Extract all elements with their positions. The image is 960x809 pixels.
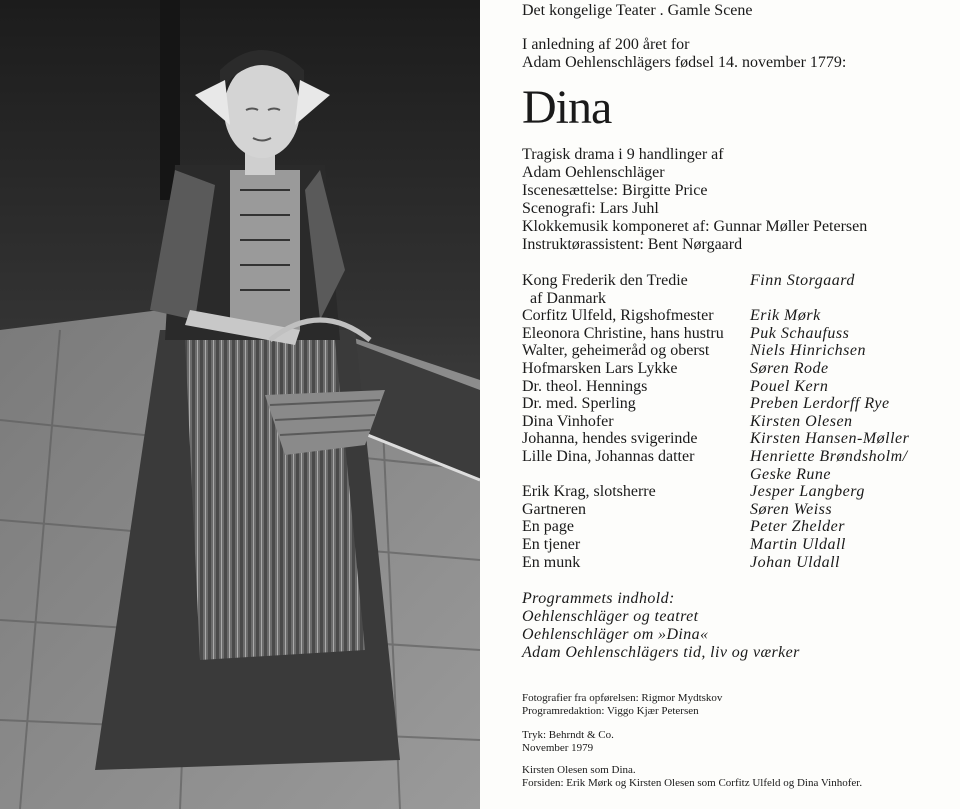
cast-role: En page <box>522 518 574 536</box>
cast-row <box>522 466 952 484</box>
cast-role: Hofmarsken Lars Lykke <box>522 359 678 377</box>
cast-role: Kong Frederik den Tredie <box>522 272 688 289</box>
editor-credit: Programredaktion: Viggo Kjær Petersen <box>522 704 699 717</box>
cast-row <box>522 554 952 572</box>
cast-actor: Johan Uldall <box>750 553 840 571</box>
cast-role: En munk <box>522 553 581 571</box>
cast-row <box>522 290 952 308</box>
caption-cover: Forsiden: Erik Mørk og Kirsten Olesen som Corfitz Ulfeld og Dina Vinhofer. <box>522 776 863 789</box>
cast-role: af Danmark <box>522 289 606 307</box>
cast-row <box>522 501 952 519</box>
credit-line: Tragisk drama i 9 handlinger af <box>522 146 724 163</box>
production-credits <box>522 146 867 254</box>
cast-actor: Søren Weiss <box>750 500 833 518</box>
cast-row <box>522 378 952 396</box>
programme-page <box>480 0 960 809</box>
cast-role: Dina Vinhofer <box>522 412 614 430</box>
cast-actor: Henriette Brøndsholm/ <box>750 447 908 465</box>
print-info <box>522 729 614 754</box>
cast-role: Dr. med. Sperling <box>522 395 636 413</box>
photo-credit: Fotografier fra opførelsen: Rigmor Mydtskov <box>522 692 723 704</box>
credit-line: Scenografi: Lars Juhl <box>522 200 659 217</box>
cast-list <box>522 272 952 571</box>
captions <box>522 764 862 789</box>
credit-line: Klokkemusik komponeret af: Gunnar Møller Petersen <box>522 218 868 235</box>
printer: Tryk: Behrndt & Co. <box>522 729 614 741</box>
cast-row <box>522 342 952 360</box>
cast-row <box>522 483 952 501</box>
cast-actor: Pouel Kern <box>750 377 829 395</box>
print-date: November 1979 <box>522 741 594 754</box>
cast-role: Gartneren <box>522 500 586 518</box>
cast-actor: Erik Mørk <box>750 307 821 325</box>
cast-role: Erik Krag, slotsherre <box>522 483 656 501</box>
cast-row <box>522 430 952 448</box>
contents-item: Adam Oehlenschlägers tid, liv og værker <box>522 644 800 661</box>
cast-actor: Kirsten Olesen <box>750 412 853 430</box>
credit-line: Adam Oehlenschläger <box>522 164 665 181</box>
cast-role: Dr. theol. Hennings <box>522 377 648 395</box>
cast-row <box>522 413 952 431</box>
occasion-line-1: I anledning af 200 året for <box>522 36 690 53</box>
cast-row <box>522 325 952 343</box>
cast-row <box>522 448 952 466</box>
cast-actor: Finn Storgaard <box>750 272 855 289</box>
cast-role: Lille Dina, Johannas datter <box>522 447 695 465</box>
occasion-line-2: Adam Oehlenschlägers fødsel 14. november 1779: <box>522 54 847 71</box>
contents-item: Oehlenschläger om »Dina« <box>522 626 709 643</box>
cast-actor: Geske Rune <box>750 465 831 483</box>
cast-role: En tjener <box>522 535 581 553</box>
theatre-name: Det kongelige Teater . Gamle Scene <box>522 2 753 19</box>
cast-actor: Martin Uldall <box>750 535 846 553</box>
credit-line: Instruktørassistent: Bent Nørgaard <box>522 236 743 253</box>
cast-role: Johanna, hendes svigerinde <box>522 430 698 448</box>
cast-actor: Peter Zhelder <box>750 518 845 536</box>
cast-role: Corfitz Ulfeld, Rigshofmester <box>522 307 714 325</box>
contents-item: Oehlenschläger og teatret <box>522 608 699 625</box>
caption-photo: Kirsten Olesen som Dina. <box>522 764 636 776</box>
programme-contents <box>522 590 800 662</box>
cast-row <box>522 272 952 290</box>
cast-actor: Preben Lerdorff Rye <box>750 395 890 413</box>
cast-row <box>522 360 952 378</box>
cast-actor: Niels Hinrichsen <box>750 342 866 360</box>
cast-row <box>522 307 952 325</box>
cast-row <box>522 536 952 554</box>
cast-role: Walter, geheimeråd og oberst <box>522 342 710 360</box>
contents-heading: Programmets indhold: <box>522 590 675 607</box>
cast-row <box>522 518 952 536</box>
cast-actor: Søren Rode <box>750 359 829 377</box>
photo-editor-credits <box>522 692 722 717</box>
credit-line: Iscenesættelse: Birgitte Price <box>522 182 708 199</box>
cast-actor: Jesper Langberg <box>750 483 865 501</box>
cast-row <box>522 395 952 413</box>
play-title: Dina <box>522 81 612 134</box>
cast-role: Eleonora Christine, hans hustru <box>522 324 724 342</box>
cast-actor: Kirsten Hansen-Møller <box>750 430 910 448</box>
cast-actor: Puk Schaufuss <box>750 324 850 342</box>
